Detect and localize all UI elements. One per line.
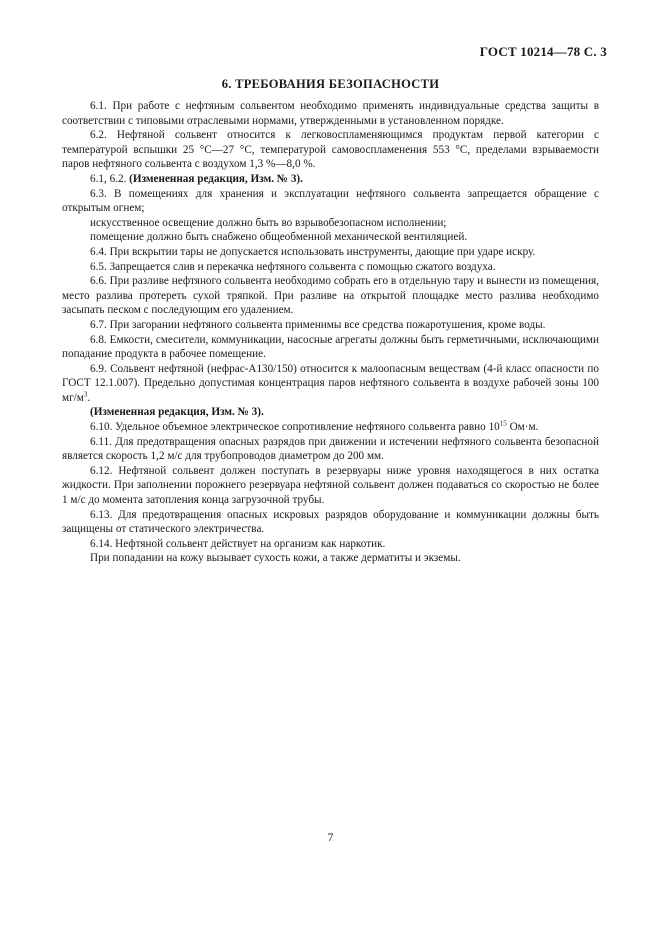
paragraph-6-4: 6.4. При вскрытии тары не допускается использовать инструменты, дающие при ударе искру. [90,245,536,258]
superscript-3: 3 [83,390,88,399]
amendment-note-6-9: (Измененная редакция, Изм. № 3). [90,406,264,419]
paragraph-6-10-text: 6.10. Удельное объемное электрическое сопротивление нефтяного сольвента равно 10 [90,421,500,434]
amendment-ref: 6.1, 6.2. [90,172,127,185]
paragraph-6-2: 6.2. Нефтяной сольвент относится к легковоспламеняющимся продуктам первой категории с температурой вспышки 25 °С—27 °С, температурой самовоспламенения 553 °С, пределами взрываемости паров нефтяного сольвента с воздухом 1,3 %—8,0 %. [62,129,599,171]
paragraph-6-13: 6.13. Для предотвращения опасных искровых разрядов оборудование и коммуникации должны быть защищены от статического электричества. [62,508,599,536]
amendment-label: (Измененная редакция, Изм. № 3). [129,172,303,185]
paragraph-6-12: 6.12. Нефтяной сольвент должен поступать в резервуары ниже уровня находящегося в них остатка жидкости. При заполнении порожнего резервуара нефтяной сольвент должен подаваться со скоростью не более 1 м/с до момента затопления конца загрузочной трубы. [62,464,599,507]
paragraph-6-6: 6.6. При разливе нефтяного сольвента необходимо собрать его в отдельную тару и вынести из помещения, место разлива протереть сухой тряпкой. При разливе на открытой площадке место разлива необходимо засыпать песком с последующим его удалением. [62,275,599,317]
paragraph-6-9 [62,362,599,406]
paragraph-6-14-skin: При попадании на кожу вызывает сухость кожи, а также дерматиты и экземы. [90,552,461,565]
paragraph-6-3: 6.3. В помещениях для хранения и эксплуатации нефтяного сольвента запрещается обращение с открытым огнем; [62,187,599,215]
page-number: 7 [327,832,334,844]
section-title: 6. ТРЕБОВАНИЯ БЕЗОПАСНОСТИ [221,77,440,91]
paragraph-6-10-end: Ом·м. [506,421,539,434]
paragraph-6-9-end: . [87,391,91,404]
paragraph-6-8: 6.8. Емкости, смесители, коммуникации, насосные агрегаты должны быть герметичными, исключающими попадание продукта в рабочее помещение. [62,333,599,361]
paragraph-6-5: 6.5. Запрещается слив и перекачка нефтяного сольвента с помощью сжатого воздуха. [90,260,496,273]
paragraph-6-3-ventilation: помещение должно быть снабжено общеобменной механической вентиляцией. [90,231,468,244]
section-body [62,99,599,566]
paragraph-6-11: 6.11. Для предотвращения опасных разрядов при движении и истечении нефтяного сольвента безопасной является скорость 1,2 м/с для трубопроводов диаметром до 200 мм. [62,435,599,463]
paragraph-6-1: 6.1. При работе с нефтяным сольвентом необходимо применять индивидуальные средства защиты в соответствии с типовыми отраслевыми нормами, утвержденными в установленном порядке. [62,100,599,127]
amendment-note-6-1-6-2 [62,172,599,187]
paragraph-6-10 [62,420,599,435]
paragraph-6-14: 6.14. Нефтяной сольвент действует на организм как наркотик. [90,537,386,550]
paragraph-6-7: 6.7. При загорании нефтяного сольвента применимы все средства пожаротушения, кроме воды. [90,318,546,331]
superscript-15: 15 [499,419,507,428]
paragraph-6-3-lighting: искусственное освещение должно быть во взрывобезопасном исполнении; [90,216,447,229]
document-header: ГОСТ 10214—78 С. 3 [479,44,607,59]
paragraph-6-9-text: 6.9. Сольвент нефтяной (нефрас-А130/150) относится к малоопасным веществам (4-й класс опасности по ГОСТ 12.1.007). Предельно допустимая концентрация паров нефтяного сольвента в воздухе рабочей зоны 100 мг/м [62,362,599,404]
